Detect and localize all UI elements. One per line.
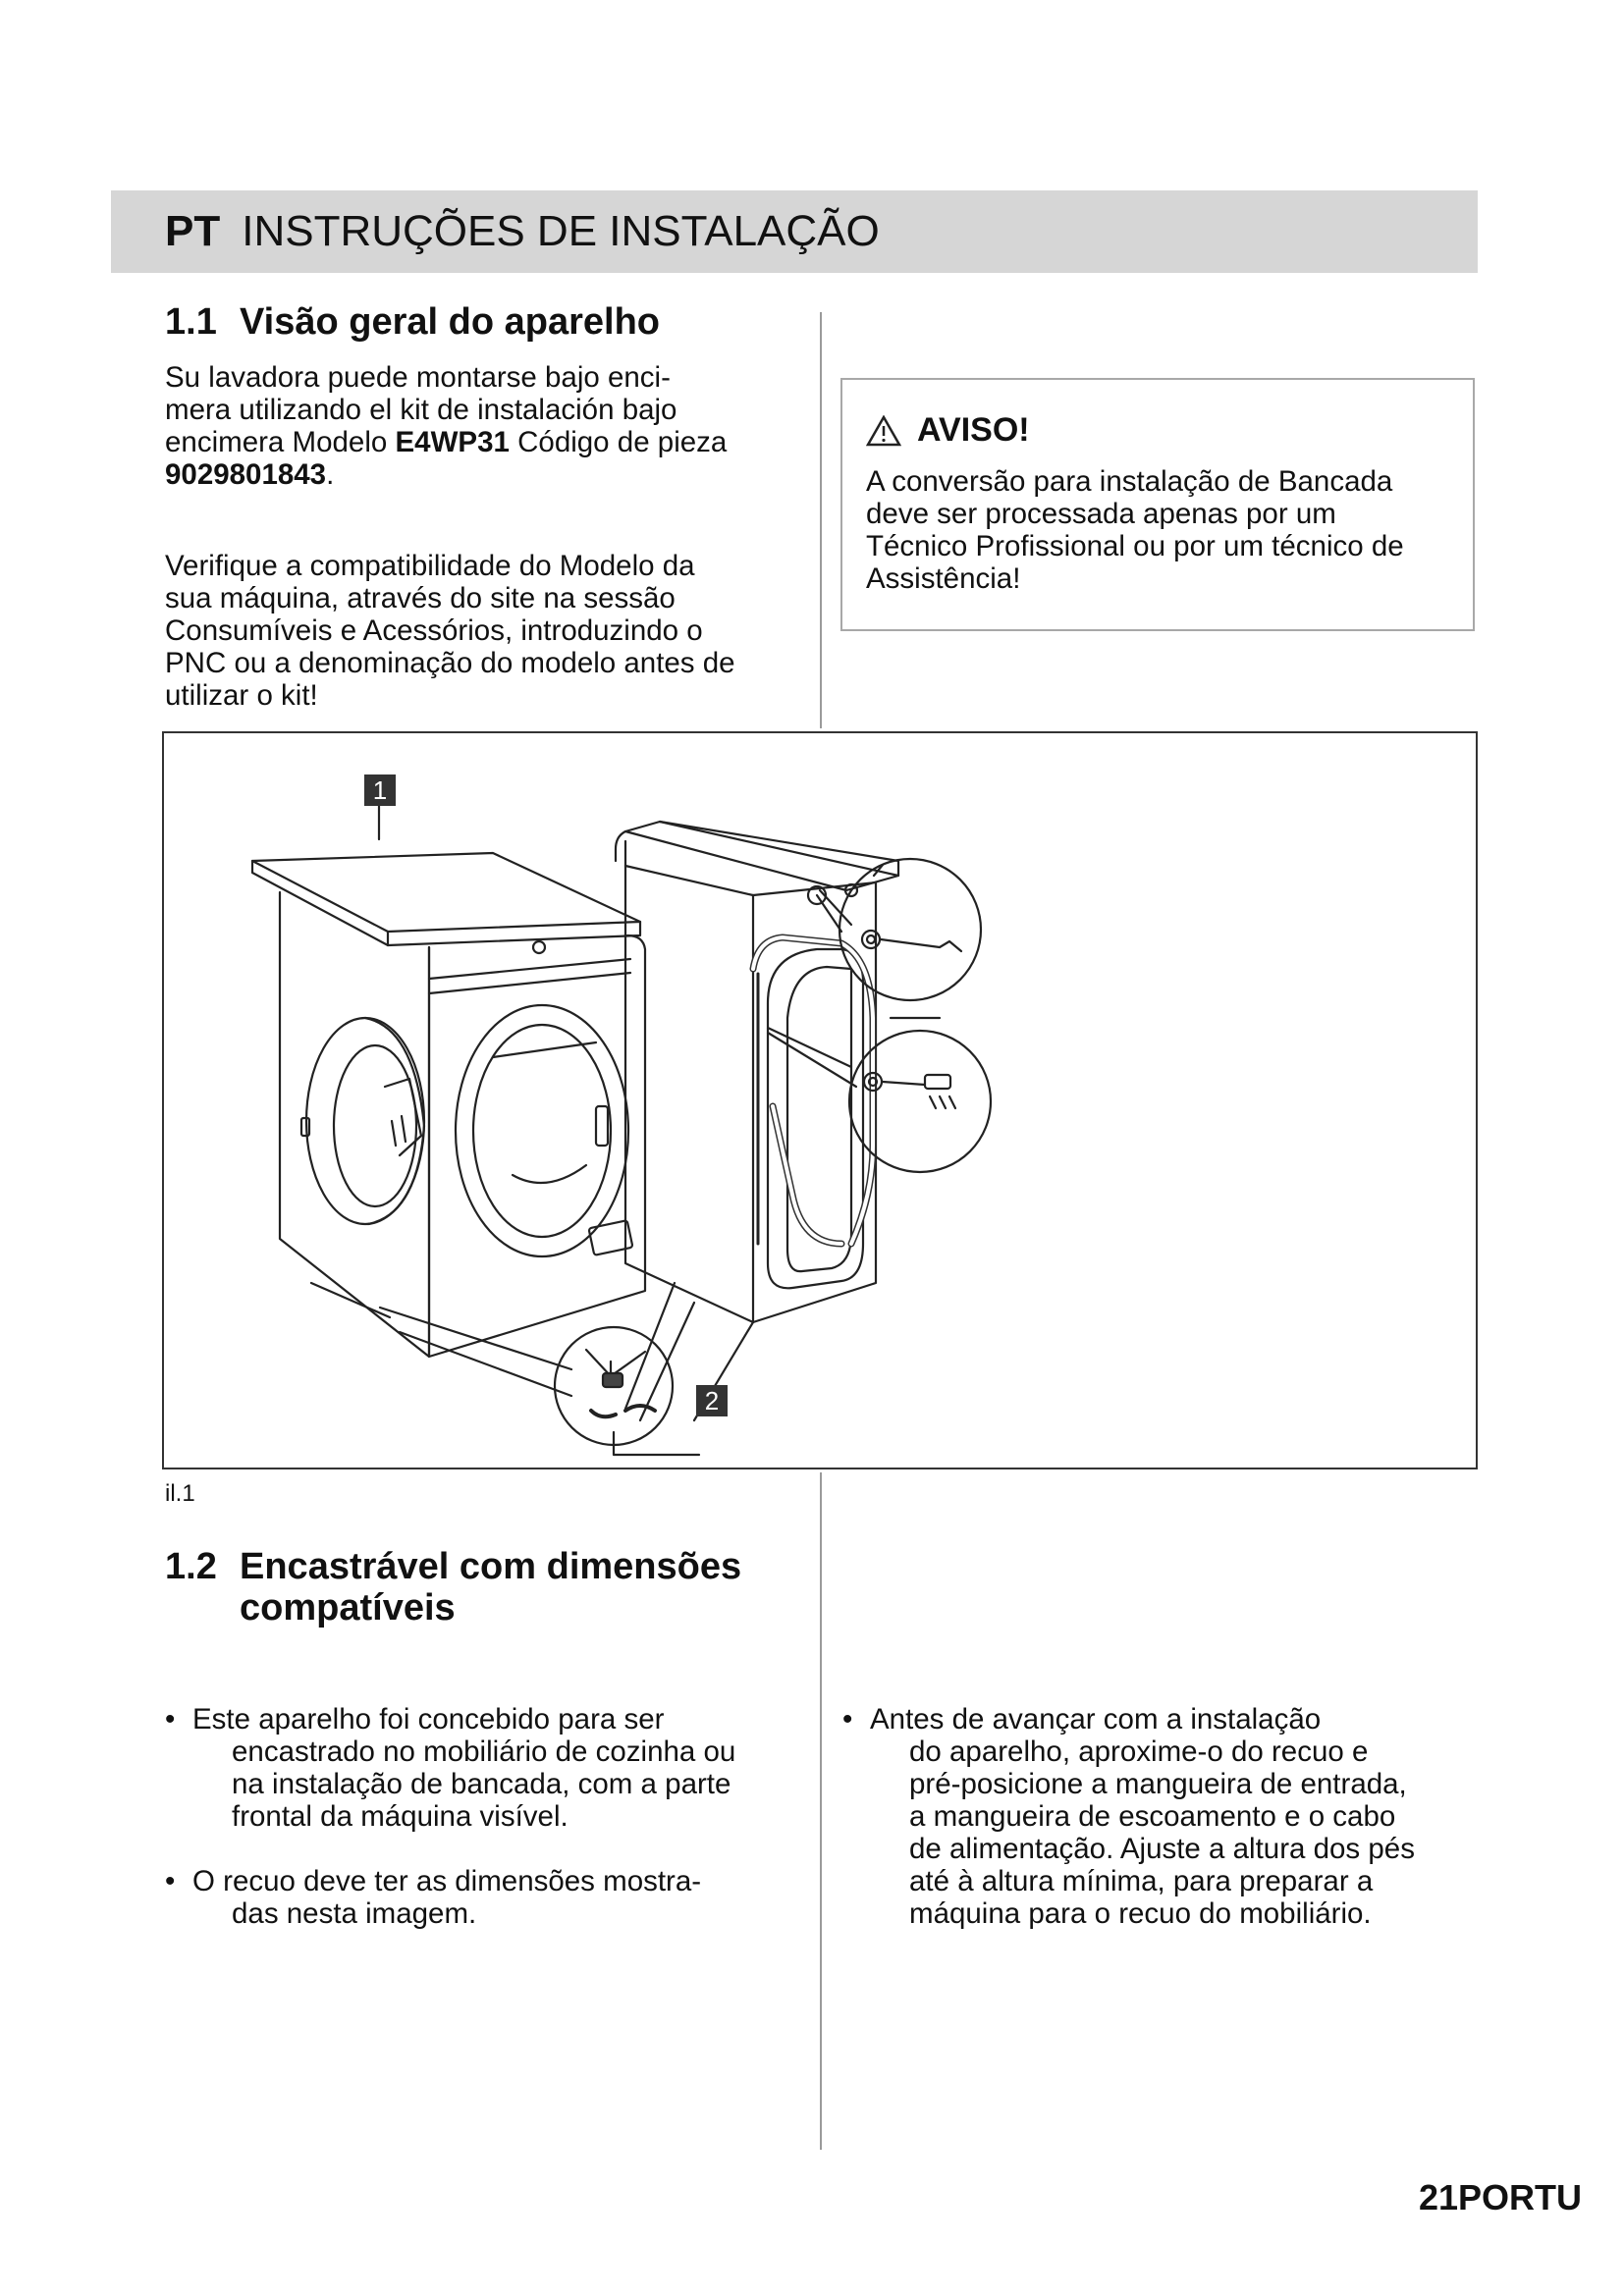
- column-divider-bottom: [820, 1472, 822, 2150]
- text-line: [165, 426, 727, 458]
- bullet-line: encastrado no mobiliário de cozinha ou: [232, 1735, 736, 1768]
- text-line: mera utilizando el kit de instalación bajo: [165, 394, 677, 426]
- text-line: PNC ou a denominação do modelo antes de: [165, 647, 735, 679]
- right-machine-worktop: [625, 822, 898, 890]
- part-code: 9029801843: [165, 458, 327, 491]
- bullet-line: do aparelho, aproxime-o do recuo e: [909, 1735, 1369, 1768]
- text-fragment: Código de pieza: [509, 426, 728, 458]
- warning-label: AVISO!: [917, 411, 1030, 449]
- text-line: Verifique a compatibilidade do Modelo da: [165, 550, 695, 582]
- bullet-line: pré-posicione a mangueira de entrada,: [909, 1768, 1407, 1800]
- section-number: 1.1: [165, 301, 217, 343]
- warning-title: [866, 410, 1030, 450]
- worktop-panel: [252, 853, 640, 932]
- page-footer: [1419, 2177, 1582, 2218]
- section-1-2-heading: [165, 1546, 741, 1629]
- section-title-line: Encastrável com dimensões: [240, 1546, 742, 1587]
- footer-language: PORTU: [1458, 2177, 1583, 2217]
- washing-machine-illustration: [164, 733, 1476, 1468]
- bullet-line: frontal da máquina visível.: [232, 1800, 568, 1833]
- bullet-line: • O recuo deve ter as dimensões mostra-: [192, 1865, 701, 1897]
- section-1-1-paragraph-2: [165, 550, 735, 712]
- section-title: Visão geral do aparelho: [240, 301, 661, 343]
- bullet-line: na instalação de bancada, com a parte: [232, 1768, 731, 1800]
- page-header: [165, 204, 880, 259]
- bullet-line: • Este aparelho foi concebido para ser: [192, 1703, 735, 1735]
- text-line: Assistência!: [866, 562, 1021, 595]
- bullet-line: máquina para o recuo do mobiliário.: [909, 1897, 1372, 1930]
- bullet-line: das nesta imagem.: [232, 1897, 477, 1930]
- bullet-line: de alimentação. Ajuste a altura dos pés: [909, 1833, 1415, 1865]
- text-line: [165, 458, 727, 491]
- bullet-line: até à altura mínima, para preparar a: [909, 1865, 1374, 1897]
- page-number: 21: [1419, 2177, 1459, 2217]
- warning-text: [866, 465, 1404, 595]
- detail-circle-top: [839, 859, 981, 1000]
- text-line: utilizar o kit!: [165, 679, 318, 712]
- bullet-item: [192, 1865, 701, 1930]
- door-porthole: [456, 1005, 628, 1256]
- text-line: sua máquina, através do site na sessão: [165, 582, 676, 614]
- callout-2: 2: [696, 1385, 728, 1416]
- text-fragment: .: [326, 458, 335, 491]
- callout-1: 1: [364, 774, 396, 806]
- section-number: 1.2: [165, 1546, 217, 1587]
- text-line: deve ser processada apenas por um: [866, 498, 1336, 530]
- section-1-1-paragraph-1: [165, 361, 727, 491]
- header-title: INSTRUÇÕES DE INSTALAÇÃO: [242, 207, 880, 255]
- section-1-1-heading: [165, 301, 660, 343]
- column-divider-top: [820, 312, 822, 728]
- section-title-line: compatíveis: [240, 1587, 456, 1629]
- warning-triangle-icon: [866, 415, 901, 447]
- text-line: Técnico Profissional ou por um técnico de: [866, 530, 1404, 562]
- bullet-item: [192, 1703, 735, 1833]
- figure-caption: il.1: [165, 1480, 195, 1507]
- text-fragment: encimera Modelo: [165, 426, 396, 458]
- installation-figure: [162, 731, 1478, 1469]
- language-code: PT: [165, 207, 221, 255]
- text-line: Consumíveis e Acessórios, introduzindo o: [165, 614, 703, 647]
- bullet-line: a mangueira de escoamento e o cabo: [909, 1800, 1396, 1833]
- bullet-line: • Antes de avançar com a instalação: [870, 1703, 1415, 1735]
- model-number: E4WP31: [395, 426, 510, 458]
- text-line: Su lavadora puede montarse bajo enci-: [165, 361, 671, 394]
- text-line: A conversão para instalação de Bancada: [866, 465, 1393, 498]
- bullet-item: [870, 1703, 1415, 1930]
